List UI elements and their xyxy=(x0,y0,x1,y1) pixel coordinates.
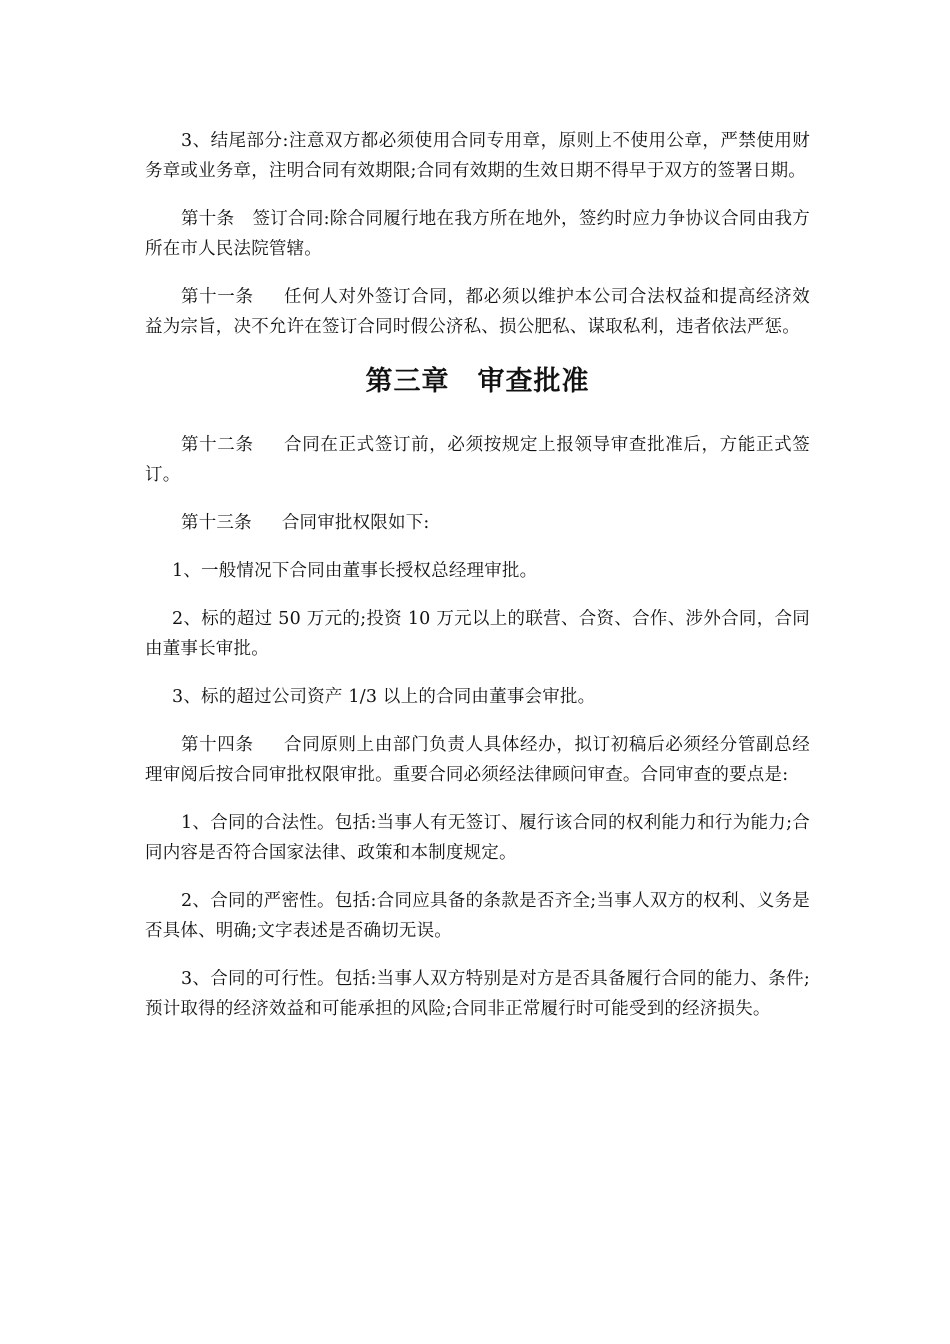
article-11 xyxy=(145,282,810,342)
article-10 xyxy=(145,204,810,264)
approval-item-3 xyxy=(145,682,810,712)
review-point-1 xyxy=(145,808,810,868)
paragraph-closing-section xyxy=(145,126,810,186)
paragraph-text: 3、标的超过公司资产 1/3 以上的合同由董事会审批。 xyxy=(172,687,596,707)
paragraph-text: 1、合同的合法性。包括:当事人有无签订、履行该合同的权利能力和行为能力;合同内容是否符合国家法律、政策和本制度规定。 xyxy=(145,813,810,863)
approval-item-2 xyxy=(145,604,810,664)
article-12 xyxy=(145,430,810,490)
review-point-3 xyxy=(145,964,810,1024)
article-label: 第十三条 xyxy=(181,513,252,533)
article-label: 第十二条 xyxy=(181,435,254,455)
article-label: 第十四条 xyxy=(181,735,254,755)
paragraph-text: 合同原则上由部门负责人具体经办，拟订初稿后必须经分管副总经理审阅后按合同审批权限审批。重要合同必须经法律顾问审查。合同审查的要点是: xyxy=(145,735,810,785)
approval-item-1 xyxy=(145,556,810,586)
paragraph-text: 1、一般情况下合同由董事长授权总经理审批。 xyxy=(172,561,538,581)
article-13 xyxy=(145,508,810,538)
article-label: 第十条 xyxy=(181,209,235,229)
paragraph-text: 3、结尾部分:注意双方都必须使用合同专用章，原则上不使用公章，严禁使用财务章或业务章，注明合同有效期限;合同有效期的生效日期不得早于双方的签署日期。 xyxy=(145,131,810,181)
paragraph-text: 签订合同:除合同履行地在我方所在地外，签约时应力争协议合同由我方所在市人民法院管辖。 xyxy=(145,209,810,259)
paragraph-text: 2、合同的严密性。包括:合同应具备的条款是否齐全;当事人双方的权利、义务是否具体、明确;文字表述是否确切无误。 xyxy=(145,891,810,941)
paragraph-text: 任何人对外签订合同，都必须以维护本公司合法权益和提高经济效益为宗旨，决不允许在签订合同时假公济私、损公肥私、谋取私利，违者依法严惩。 xyxy=(145,287,810,337)
article-14 xyxy=(145,730,810,790)
paragraph-text: 3、合同的可行性。包括:当事人双方特别是对方是否具备履行合同的能力、条件;预计取得的经济效益和可能承担的风险;合同非正常履行时可能受到的经济损失。 xyxy=(145,969,810,1019)
paragraph-text: 合同在正式签订前，必须按规定上报领导审查批准后，方能正式签订。 xyxy=(145,435,810,485)
article-label: 第十一条 xyxy=(181,287,254,307)
paragraph-text: 合同审批权限如下: xyxy=(281,513,430,533)
chapter-title: 第三章 审查批准 xyxy=(365,366,590,397)
paragraph-text: 2、标的超过 50 万元的;投资 10 万元以上的联营、合资、合作、涉外合同，合同由董事长审批。 xyxy=(145,609,810,659)
document-page xyxy=(145,126,810,1042)
review-point-2 xyxy=(145,886,810,946)
